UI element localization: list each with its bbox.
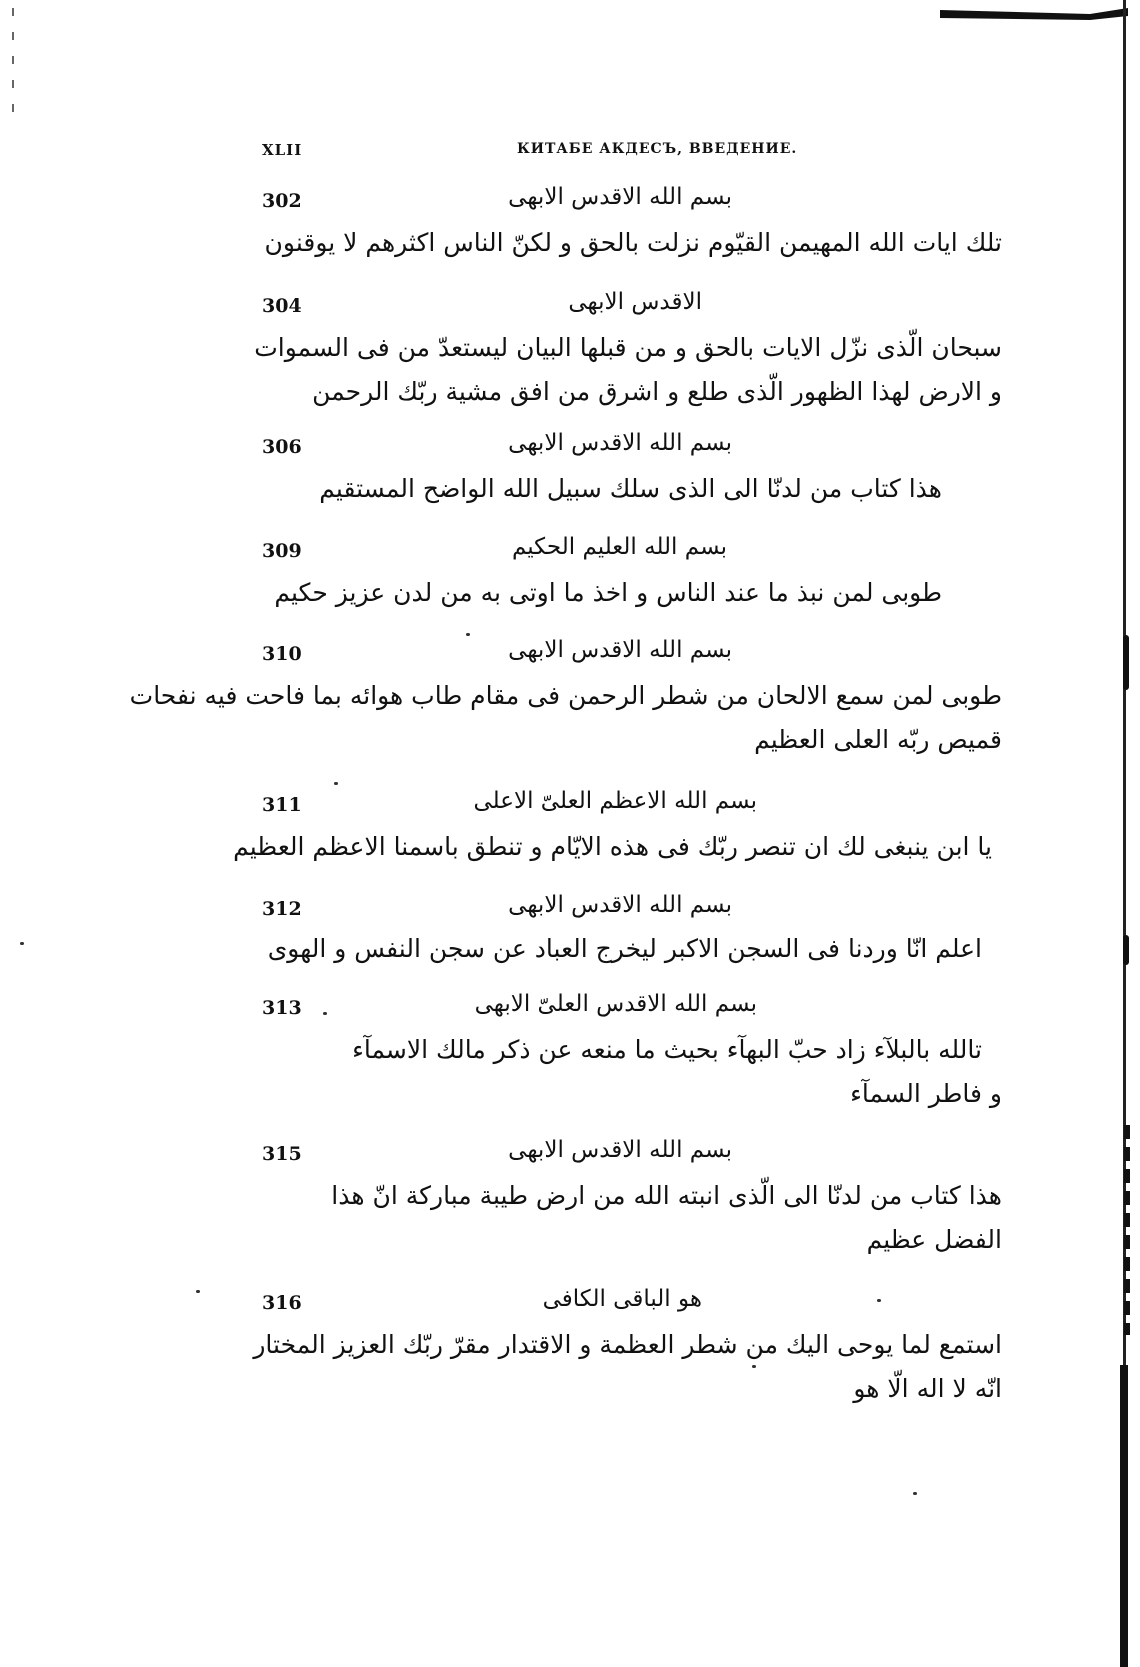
entry-line: طوبی لمن سمع الالحان من شطر الرحمن فی مقام طاب هوائه بما فاحت فيه نفحات (129, 681, 1002, 710)
entry-line: قميص ربّه العلی العظيم (754, 725, 1002, 754)
entry-heading: بسم الله الاقدس الابهی (508, 637, 732, 663)
entry-line: تالله بالبلآء زاد حبّ البهآء بحيث ما منعه عن ذكر مالك الاسمآء (352, 1035, 982, 1064)
entry-heading: هو الباقی الكافی (542, 1286, 702, 1312)
entry-line: اعلم انّا وردنا فی السجن الاكبر ليخرج العباد عن سجن النفس و الهوی (267, 934, 982, 963)
entry-number: 304 (262, 295, 302, 317)
entry-number: 312 (262, 898, 302, 920)
running-head (262, 141, 1002, 163)
page-folio: XLII (262, 141, 303, 159)
entry-heading: بسم الله الاقدس الابهی (508, 892, 732, 918)
entry-number: 306 (262, 436, 302, 458)
entry-line: يا ابن ينبغی لك ان تنصر ربّك فی هذه الايّام و تنطق باسمنا الاعظم العظيم (233, 832, 992, 861)
running-head-title: КИТАБЕ АКДЕСЪ, ВВЕДЕНИЕ. (517, 141, 798, 157)
entry-line: سبحان الّذی نزّل الايات بالحق و من قبلها البيان ليستعدّ من فی السموات (254, 333, 1002, 362)
entry-line: طوبی لمن نبذ ما عند الناس و اخذ ما اوتی به من لدن عزيز حكيم (274, 578, 942, 607)
entry-number: 302 (262, 190, 302, 212)
entry-number: 310 (262, 643, 302, 665)
entry-line: تلك ايات الله المهيمن القيّوم نزلت بالحق و لكنّ الناس اكثرهم لا يوقنون (264, 228, 1002, 257)
entry-line: الفضل عظيم (866, 1225, 1002, 1254)
entry-number: 315 (262, 1143, 302, 1165)
entry-line: و الارض لهذا الظهور الّذی طلع و اشرق من افق مشية ربّك الرحمن (312, 377, 1002, 406)
entry-heading: بسم الله الاقدس العلیّ الابهی (474, 991, 757, 1017)
entry-line: استمع لما يوحی اليك من شطر العظمة و الاقتدار مقرّ ربّك العزيز المختار (253, 1330, 1002, 1359)
entry-number: 311 (262, 794, 302, 816)
entry-heading: بسم الله الاقدس الابهی (508, 1137, 732, 1163)
entry-heading: بسم الله الاقدس الابهی (508, 430, 732, 456)
entry-line: هذا كتاب من لدنّا الی الّذی انبته الله من ارض طيبة مباركة انّ هذا (331, 1181, 1002, 1210)
entry-heading: الاقدس الابهی (568, 289, 702, 315)
entry-line: هذا كتاب من لدنّا الی الذی سلك سبيل الله الواضح المستقيم (319, 474, 942, 503)
entry-line: و فاطر السمآء (850, 1079, 1002, 1108)
entry-number: 313 (262, 997, 302, 1019)
entry-number: 309 (262, 540, 302, 562)
entry-heading: بسم الله الاعظم العلیّ الاعلی (473, 788, 757, 814)
entry-line: انّه لا اله الّا هو (853, 1374, 1002, 1403)
entry-heading: بسم الله العليم الحكيم (511, 534, 727, 560)
entry-number: 316 (262, 1292, 302, 1314)
entry-heading: بسم الله الاقدس الابهی (508, 184, 732, 210)
